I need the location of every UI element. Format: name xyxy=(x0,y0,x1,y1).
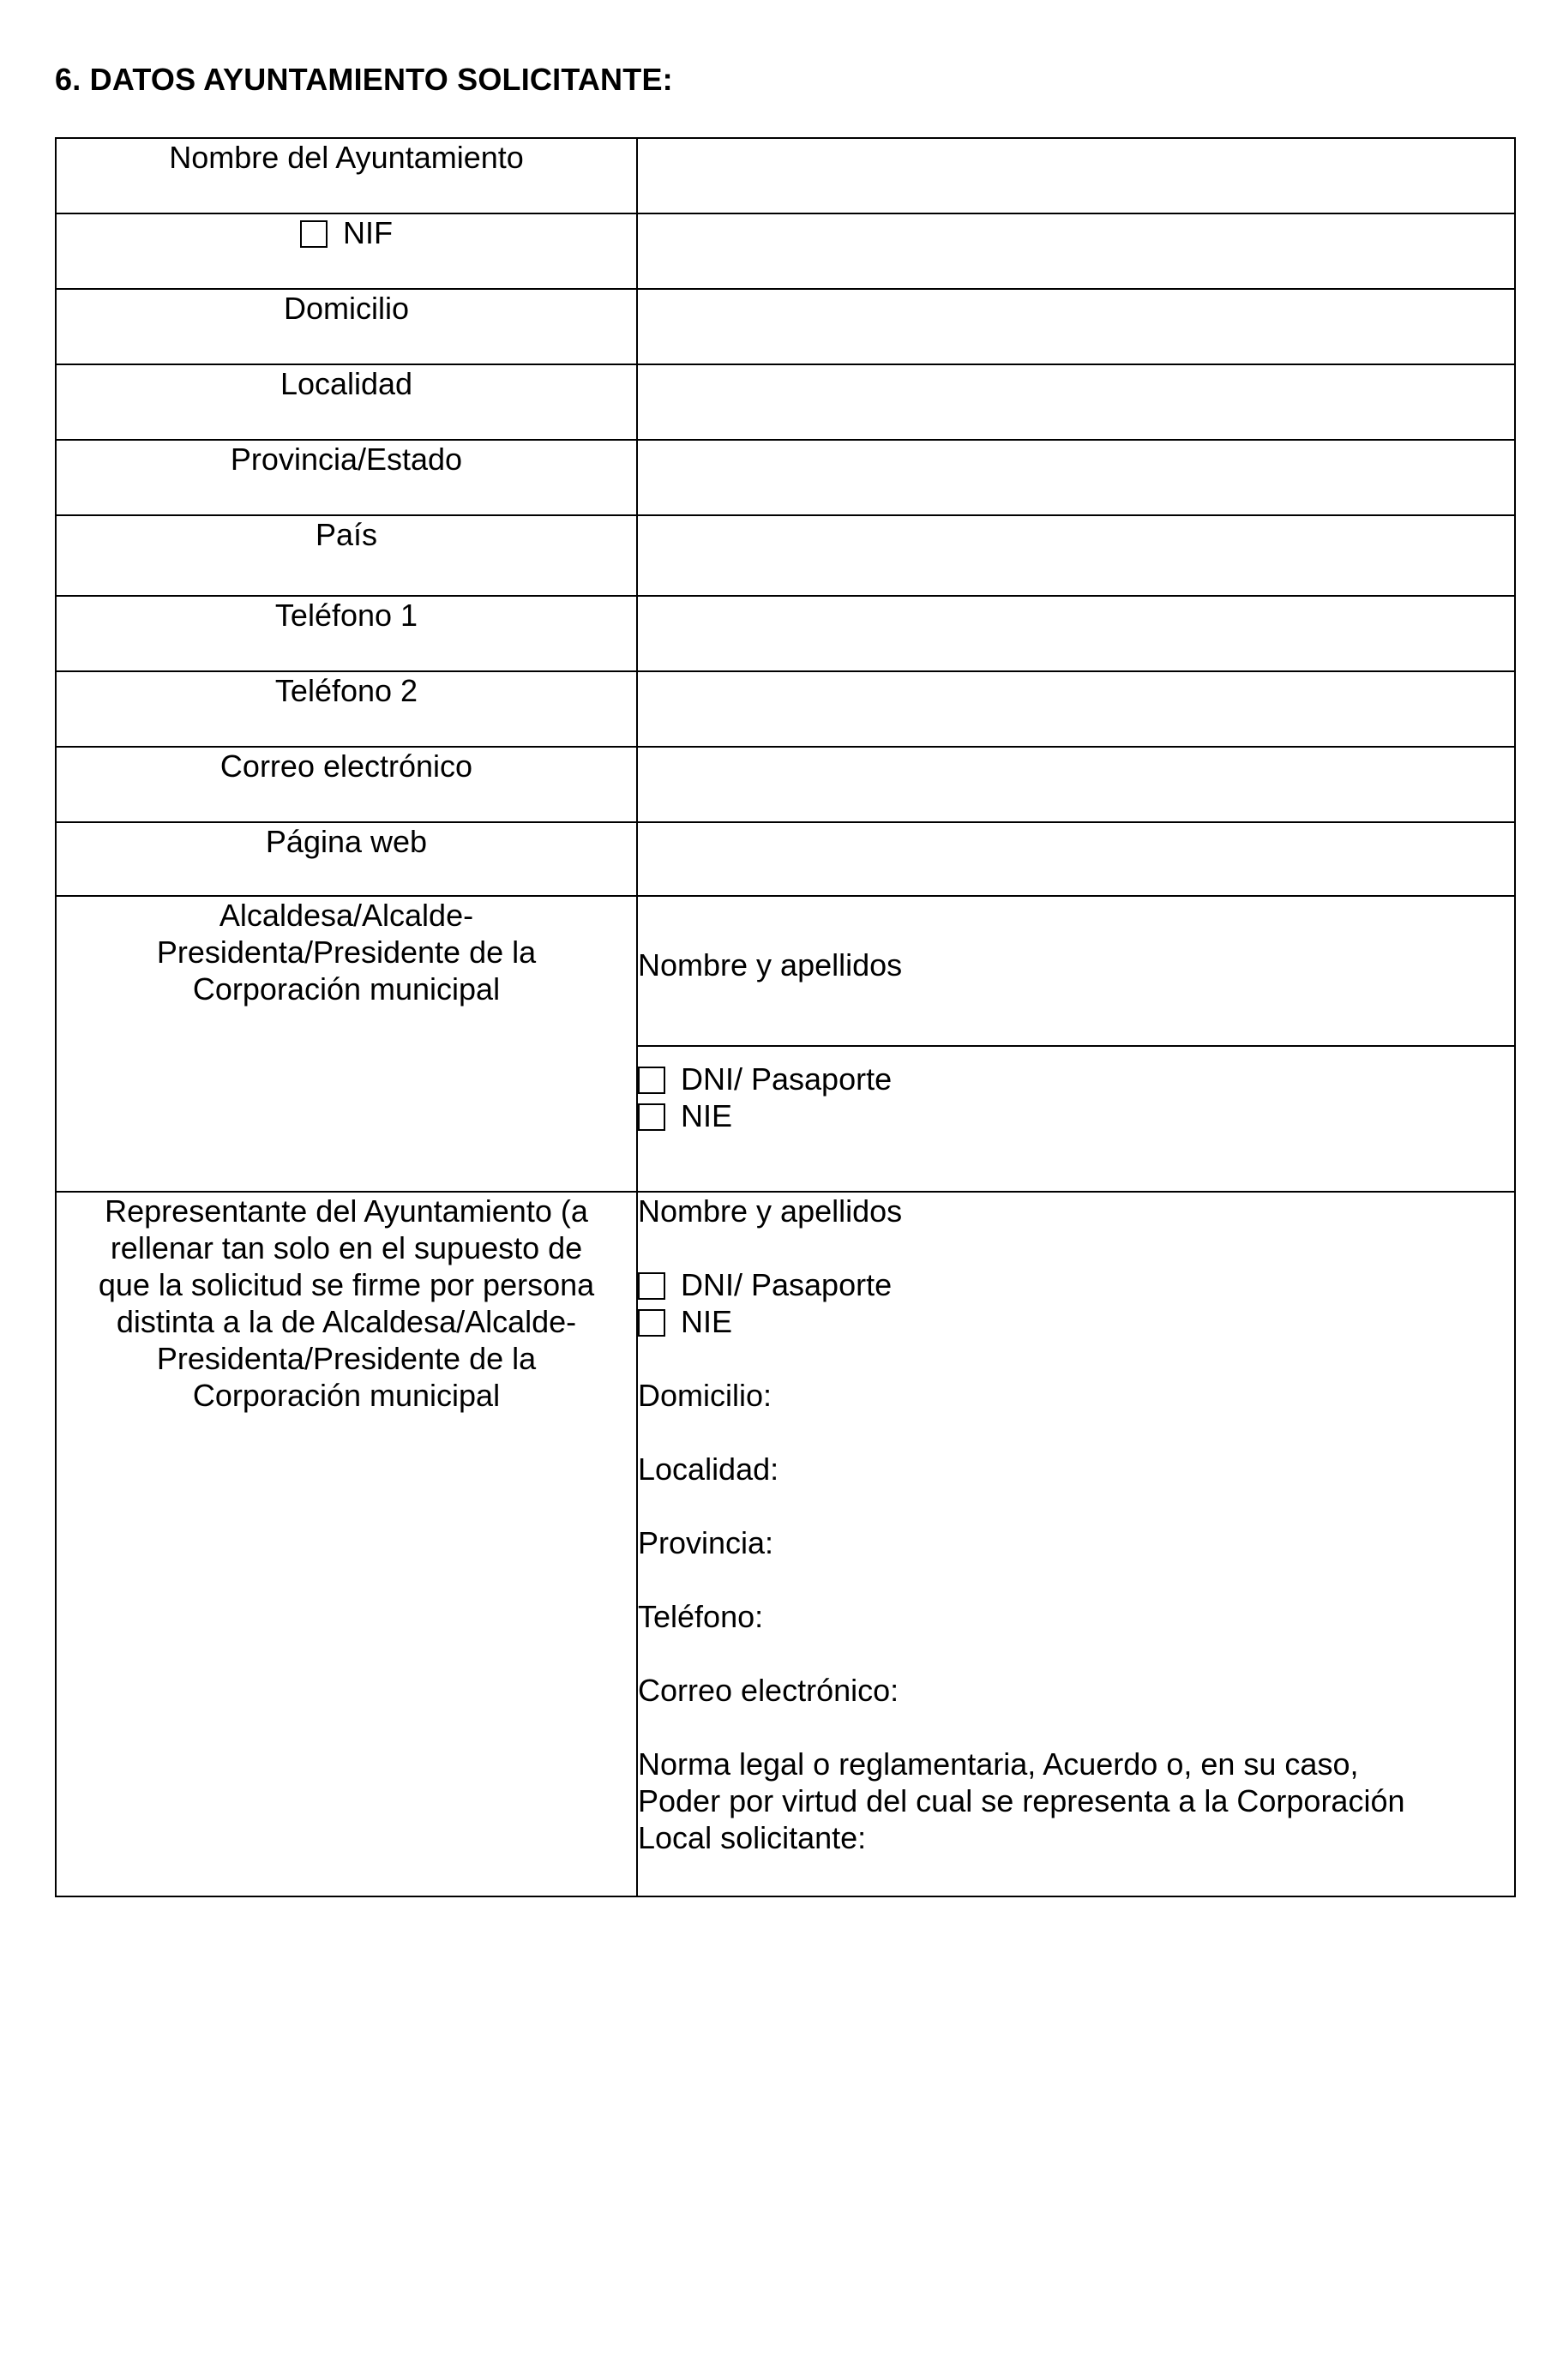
provincia-estado-field[interactable] xyxy=(637,440,1515,515)
alcalde-nombre-label: Nombre y apellidos xyxy=(638,947,903,983)
telefono1-label: Teléfono 1 xyxy=(274,598,418,633)
label-cell xyxy=(56,289,637,364)
representante-label-line: que la solicitud se firme por persona xyxy=(98,1267,595,1302)
representante-correo-label: Correo electrónico: xyxy=(638,1673,899,1708)
alcalde-dni-checkbox-icon[interactable] xyxy=(638,1067,665,1094)
label-cell xyxy=(56,822,637,896)
row-nombre-ayuntamiento xyxy=(56,138,1515,213)
label-cell xyxy=(56,515,637,596)
label-cell xyxy=(56,671,637,747)
alcalde-nie-checkbox-icon[interactable] xyxy=(638,1103,665,1131)
alcalde-label-cell xyxy=(56,896,637,1192)
representante-label-line: Presidenta/Presidente de la xyxy=(156,1341,537,1376)
alcalde-label-line: Presidenta/Presidente de la xyxy=(156,935,537,970)
representante-dni-label: DNI/ Pasaporte xyxy=(681,1267,893,1302)
row-telefono2 xyxy=(56,671,1515,747)
representante-dni-checkbox-icon[interactable] xyxy=(638,1272,665,1300)
pais-field[interactable] xyxy=(637,515,1515,596)
row-pais xyxy=(56,515,1515,596)
telefono2-label: Teléfono 2 xyxy=(274,673,418,708)
nif-label: NIF xyxy=(343,215,393,250)
representante-localidad-label: Localidad: xyxy=(638,1451,779,1487)
representante-domicilio-label: Domicilio: xyxy=(638,1378,772,1413)
pagina-web-label: Página web xyxy=(265,824,428,859)
domicilio-field[interactable] xyxy=(637,289,1515,364)
representante-fields-cell[interactable] xyxy=(637,1192,1515,1896)
representante-label-line: Corporación municipal xyxy=(192,1378,501,1413)
localidad-field[interactable] xyxy=(637,364,1515,440)
label-cell xyxy=(56,747,637,822)
representante-label-line: Representante del Ayuntamiento (a xyxy=(105,1193,588,1229)
row-telefono1 xyxy=(56,596,1515,671)
representante-provincia-label: Provincia: xyxy=(638,1525,774,1560)
domicilio-label: Domicilio xyxy=(283,291,410,326)
pagina-web-field[interactable] xyxy=(637,822,1515,896)
label-cell xyxy=(56,138,637,213)
pais-label: País xyxy=(315,517,378,552)
row-nif xyxy=(56,213,1515,289)
ayuntamiento-data-form xyxy=(55,137,1516,1897)
representante-label-cell xyxy=(56,1192,637,1896)
provincia-estado-label: Provincia/Estado xyxy=(230,442,463,477)
alcalde-label-line: Alcaldesa/Alcalde- xyxy=(219,898,474,933)
nombre-ayuntamiento-field[interactable] xyxy=(637,138,1515,213)
representante-label-line: distinta a la de Alcaldesa/Alcalde- xyxy=(116,1304,577,1339)
row-localidad xyxy=(56,364,1515,440)
alcalde-dni-label: DNI/ Pasaporte xyxy=(681,1061,893,1097)
nombre-ayuntamiento-label: Nombre del Ayuntamiento xyxy=(169,140,524,175)
representante-nie-label: NIE xyxy=(681,1304,733,1339)
row-alcalde-nombre xyxy=(56,896,1515,1046)
telefono2-field[interactable] xyxy=(637,671,1515,747)
representante-telefono-label: Teléfono: xyxy=(638,1599,764,1634)
row-representante xyxy=(56,1192,1515,1896)
representante-nombre-label: Nombre y apellidos xyxy=(638,1193,903,1229)
label-cell xyxy=(56,213,637,289)
representante-norma-line: Local solicitante: xyxy=(638,1820,867,1855)
label-cell xyxy=(56,440,637,515)
correo-label: Correo electrónico xyxy=(219,748,473,784)
correo-field[interactable] xyxy=(637,747,1515,822)
telefono1-field[interactable] xyxy=(637,596,1515,671)
alcalde-nombre-field[interactable] xyxy=(637,896,1515,1046)
row-provincia-estado xyxy=(56,440,1515,515)
nif-field[interactable] xyxy=(637,213,1515,289)
label-cell xyxy=(56,596,637,671)
localidad-label: Localidad xyxy=(280,366,413,401)
alcalde-nie-label: NIE xyxy=(681,1098,733,1133)
nif-checkbox-icon[interactable] xyxy=(300,220,328,248)
alcalde-id-cell xyxy=(637,1046,1515,1192)
row-correo xyxy=(56,747,1515,822)
representante-nie-checkbox-icon[interactable] xyxy=(638,1309,665,1337)
row-domicilio xyxy=(56,289,1515,364)
row-pagina-web xyxy=(56,822,1515,896)
representante-norma-line: Norma legal o reglamentaria, Acuerdo o, en su caso, xyxy=(638,1746,1359,1782)
alcalde-label-line: Corporación municipal xyxy=(192,971,501,1007)
representante-label-line: rellenar tan solo en el supuesto de xyxy=(110,1230,583,1265)
label-cell xyxy=(56,364,637,440)
representante-norma-line: Poder por virtud del cual se representa a la Corporación xyxy=(638,1783,1405,1818)
section-title: 6. DATOS AYUNTAMIENTO SOLICITANTE: xyxy=(55,62,673,97)
